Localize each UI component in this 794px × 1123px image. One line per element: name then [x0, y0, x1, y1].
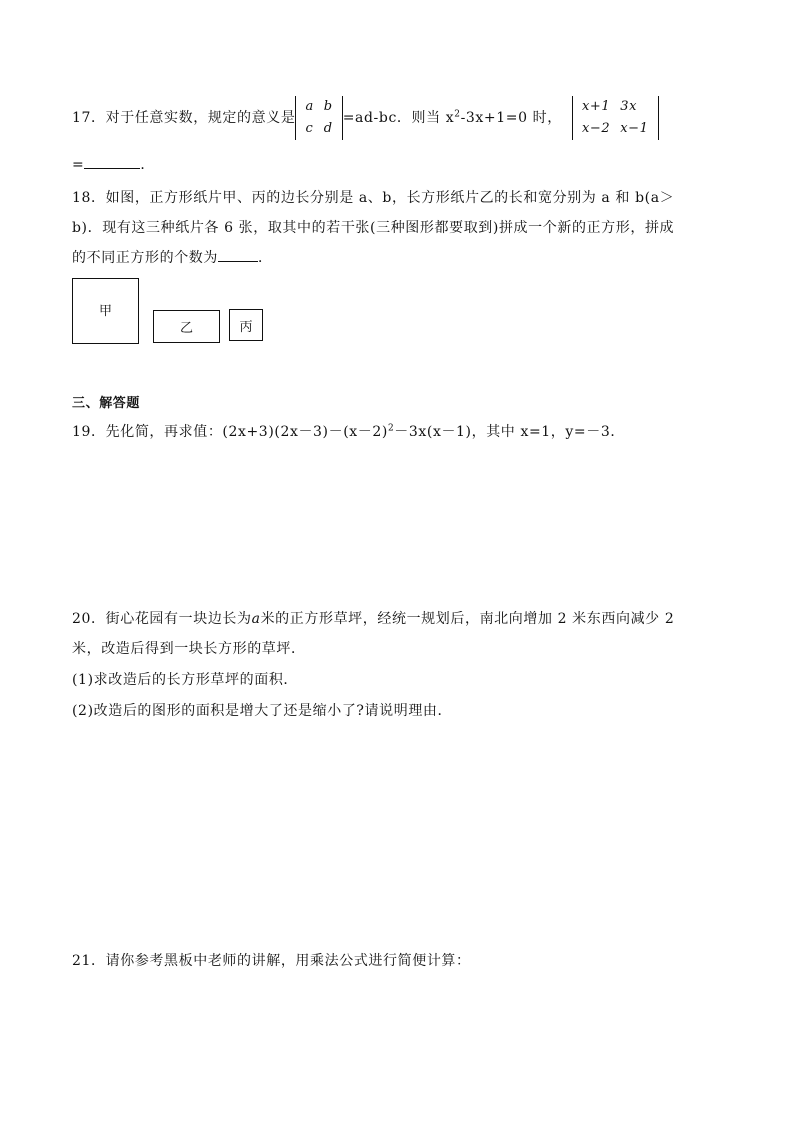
q18-line-1: 18．如图，正方形纸片甲、丙的边长分别是 a、b，长方形纸片乙的长和宽分别为 a 和 b(a＞: [72, 190, 675, 206]
q17-definition: =ad-bc．则当 $x^2-3x+1=0$ 时，: [342, 109, 562, 126]
q17-answer: = ．: [72, 157, 155, 173]
label-bing: 丙: [239, 319, 253, 335]
det-x-b: 3x: [620, 99, 638, 114]
det-x-a: x+1: [581, 99, 611, 114]
q20-line-2: 米，改造后得到一块长方形的草坪．: [72, 641, 306, 657]
determinant-x: [572, 96, 659, 140]
q20-sub-2: (2)改造后的图形的面积是增大了还是缩小了?请说明理由．: [72, 703, 453, 719]
det-x-d: x−1: [620, 121, 649, 136]
det-c: c: [305, 121, 314, 136]
det-x-c: x−2: [581, 121, 611, 136]
q20-sub-1: (1)求改造后的长方形草坪的面积．: [72, 672, 299, 688]
q17-answer-blank[interactable]: [84, 168, 140, 169]
rect-yi: [153, 310, 220, 343]
question-21: 21．请你参考黑板中老师的讲解，用乘法公式进行简便计算：: [72, 953, 471, 969]
q18-line-3: 的不同正方形的个数为 ．: [72, 250, 273, 266]
det-b: b: [323, 99, 333, 114]
label-yi: 乙: [179, 321, 193, 336]
q20-line-1: 20．街心花园有一块边长为a米的正方形草坪，经统一规划后，南北向增加 2 米东西向减少 2: [72, 611, 675, 627]
section-heading: 三、解答题: [72, 396, 141, 411]
det-d: d: [323, 121, 333, 136]
square-jia: [72, 278, 139, 344]
q18-answer-blank[interactable]: [218, 261, 258, 262]
q17-intro: 17．对于任意实数，规定的意义是: [72, 110, 296, 126]
question-17: [72, 96, 659, 140]
label-jia: 甲: [98, 303, 112, 319]
question-19: 19．先化简，再求值：$(2x+3)(2x-3)-(x-2)^2-3x(x-1)$，其中 x=1，y=－3．: [72, 423, 625, 440]
det-a: a: [305, 99, 314, 114]
determinant-abcd: [295, 96, 342, 140]
square-bing: [229, 309, 263, 341]
q18-line-2: b)．现有这三种纸片各 6 张，取其中的若干张(三种图形都要取到)拼成一个新的正方形，拼成: [72, 220, 675, 236]
